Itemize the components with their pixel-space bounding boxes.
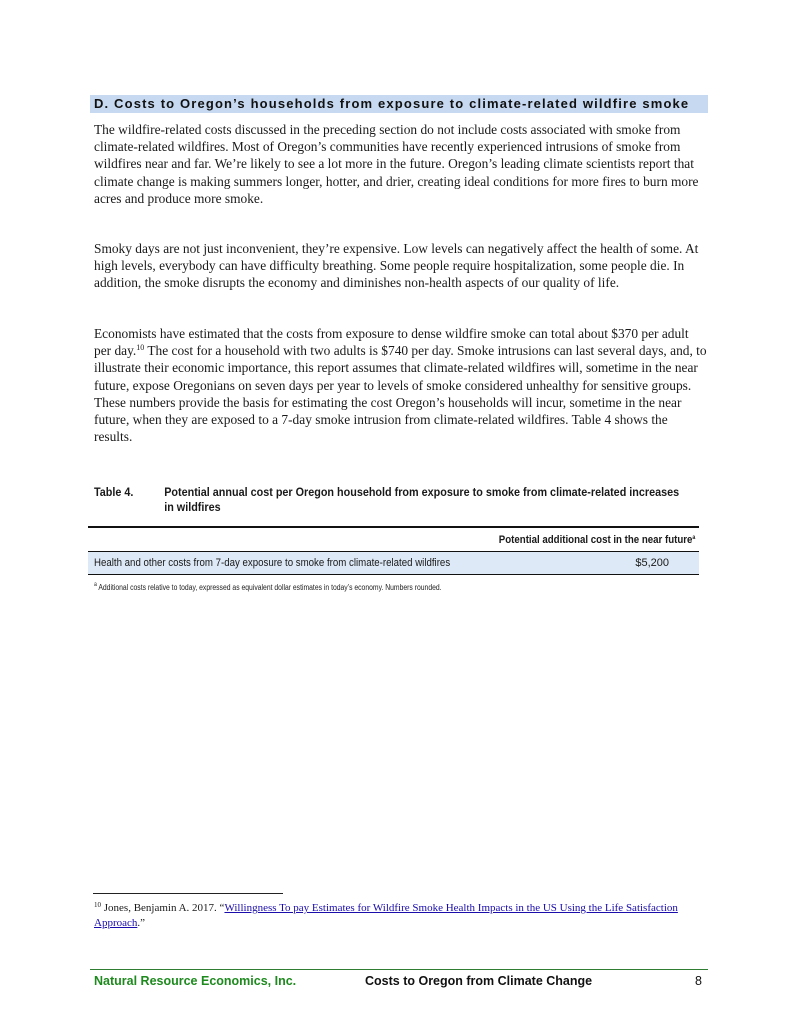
table-note bbox=[94, 583, 442, 592]
table-title: Potential annual cost per Oregon household from exposure to smoke from climate-related increases in wildfires bbox=[164, 485, 680, 514]
footnote-text-before: Jones, Benjamin A. 2017. “ bbox=[101, 902, 225, 914]
page-number: 8 bbox=[695, 974, 702, 988]
table-header-row bbox=[88, 527, 699, 552]
footnote-text-after: .” bbox=[137, 916, 146, 929]
column-header-label: Potential additional cost in the near future bbox=[498, 533, 693, 546]
column-header bbox=[88, 527, 699, 552]
paragraph-3 bbox=[94, 325, 708, 445]
paragraph-3-before: Economists have estimated that the costs from exposure to dense wildfire smoke can total about $370 per adult per day. bbox=[94, 326, 689, 359]
footnote-reference[interactable]: 10 bbox=[136, 343, 145, 353]
footnote bbox=[94, 901, 704, 930]
table-note-marker: a bbox=[94, 582, 97, 588]
section-heading: D. Costs to Oregon’s households from exposure to climate-related wildfire smoke bbox=[90, 95, 708, 113]
paragraph-1: The wildfire-related costs discussed in the preceding section do not include costs associated with smoke from climate-related wildfires. Most of Oregon’s communities have recently experienced intrusions of smoke from wildfires near and far. We’re likely to see a lot more in the future. Oregon’s leading climate scientists report that climate change is making summers longer, hotter, and drier, creating ideal conditions for more fires to burn more acres and produce more smoke. bbox=[94, 122, 699, 206]
paragraph-3-after: The cost for a household with two adults is $740 per day. Smoke intrusions can last several days, and, to illustrate their economic importance, this report assumes that climate-related wildfires will, sometime in the near future, expose Oregonians on seven days per year to levels of smoke considered unhealthy for sensitive groups. These numbers provide the basis for estimating the cost Oregon’s households will incur, sometime in the near future, when they are exposed to a 7-day smoke intrusion from climate-related wildfires. Table 4 shows the results. bbox=[94, 343, 707, 445]
paragraph-2: Smoky days are not just inconvenient, they’re expensive. Low levels can negatively affect the health of some. At high levels, everybody can have difficulty breathing. Some people require hospitalization, some people die. In addition, the smoke disrupts the economy and diminishes non-health aspects of our quality of life. bbox=[94, 241, 699, 291]
row-value: $5,200 bbox=[611, 552, 699, 575]
footnote-link[interactable]: Willingness To pay Estimates for Wildfire Smoke Health Impacts in the US Using the Life Satisfaction Approach bbox=[94, 902, 678, 929]
table-row bbox=[88, 552, 699, 575]
page-footer bbox=[94, 973, 708, 989]
footer-organization: Natural Resource Economics, Inc. bbox=[94, 974, 297, 988]
table-note-text: Additional costs relative to today, expressed as equivalent dollar estimates in today’s economy. Numbers rounded. bbox=[96, 583, 442, 592]
footnote-divider bbox=[93, 893, 283, 894]
footer-divider bbox=[90, 969, 708, 970]
column-header-note-marker: a bbox=[692, 534, 695, 541]
table-number: Table 4. bbox=[94, 485, 134, 499]
row-label-cell bbox=[88, 552, 611, 575]
footer-document-title: Costs to Oregon from Climate Change bbox=[365, 974, 593, 988]
row-label: Health and other costs from 7-day exposure to smoke from climate-related wildfires bbox=[94, 557, 451, 569]
cost-table bbox=[88, 526, 699, 575]
footnote-number: 10 bbox=[94, 901, 101, 909]
